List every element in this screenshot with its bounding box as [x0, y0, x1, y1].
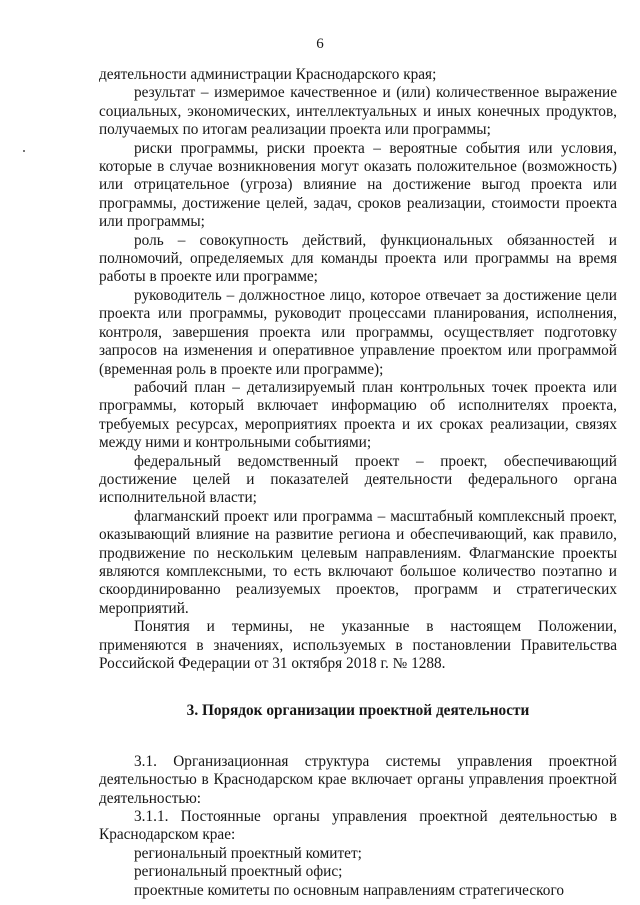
- page-number: 6: [316, 36, 324, 52]
- paragraph: Понятия и термины, не указанные в настоящем Положении, применяются в значениях, используемых в постановлении Правительства Российской Федерации от 31 октября 2018 г. № 1288.: [99, 618, 617, 672]
- scan-speck: [23, 150, 25, 152]
- paragraph: региональный проектный офис;: [134, 863, 343, 881]
- paragraph: деятельности администрации Краснодарского края;: [99, 66, 437, 83]
- paragraph: риски программы, риски проекта – вероятные события или условия, которые в случае возникновения могут оказать положительное (возможность) или отрицательное (угроза) влияние на достижение выгод проекта или программы, достижение целей, задач, сроков реализации, стоимости проекта или программы;: [99, 139, 617, 231]
- paragraph: 3.1. Организационная структура системы управления проектной деятельностью в Краснодарском крае включает органы управления проектной деятельностью:: [99, 752, 617, 807]
- section-heading: 3. Порядок организации проектной деятельности: [186, 702, 530, 720]
- paragraph: 3.1.1. Постоянные органы управления проектной деятельностью в Краснодарском крае:: [99, 808, 617, 844]
- paragraph: федеральный ведомственный проект – проект, обеспечивающий достижение целей и показателей деятельности федерального органа исполнительной власти;: [99, 452, 617, 507]
- paragraph: флагманский проект или программа – масштабный комплексный проект, оказывающий влияние на развитие региона и обеспечивающий, как правило, продвижение по нескольким целевым направлениям. Флагманские проекты являются комплексными, то есть включают большое количество поэтапно и скоординированно реализуемых проектов, программ и стратегических мероприятий.: [99, 507, 617, 617]
- definitions-block: [99, 66, 617, 673]
- paragraph: руководитель – должностное лицо, которое отвечает за достижение цели проекта или программы, руководит процессами планирования, исполнения, контроля, завершения проекта или программы, осуществляет подготовку запросов на изменения и оперативное управление проектом или программой (временная роль в проекте или программе);: [99, 286, 617, 378]
- document-body: [99, 66, 617, 900]
- section-3-block: [99, 753, 617, 900]
- paragraph: результат – измеримое качественное и (или) количественное выражение социальных, экономических, интеллектуальных и иных конечных продуктов, получаемых по итогам реализации проекта или программы;: [99, 84, 617, 139]
- paragraph: региональный проектный комитет;: [134, 844, 362, 862]
- paragraph: рабочий план – детализируемый план контрольных точек проекта или программы, который включает информацию об исполнителях проекта, требуемых ресурсах, мероприятиях проекта и их сроках реализации, связях между ними и контрольными событиями;: [99, 378, 617, 452]
- paragraph: проектные комитеты по основным направлениям стратегического: [134, 881, 564, 899]
- paragraph: роль – совокупность действий, функциональных обязанностей и полномочий, определяемых для команды проекта или программы на время работы в проекте или программе;: [99, 231, 617, 286]
